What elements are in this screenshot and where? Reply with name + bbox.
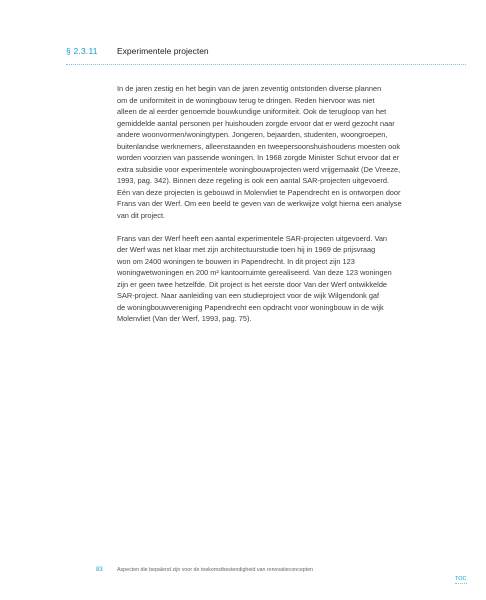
toc-link[interactable]: TOC bbox=[455, 576, 467, 582]
body-text bbox=[117, 83, 469, 336]
paragraph: Frans van der Werf heeft een aantal experimentele SAR-projecten uitgevoerd. Van der Werf was net klaar met zijn architectuurstudie toen hij in 1969 de prijsvraag won om 2400 woningen te bouwen in Papendrecht. In dit project zijn 123 woningwetwoningen en 200 m² kantoorruimte gerealiseerd. Van deze 123 woningen zijn er geen twee hetzelfde. Dit project is het eerste door Van der Werf ontwikkelde SAR-project. Naar aanleiding van een studieproject voor de wijk Wilgendonk gaf de woningbouwvereniging Papendrecht een opdracht voor woningbouw in de wijk Molenvliet (Van der Werf, 1993, pag. 75). bbox=[117, 233, 392, 323]
paragraph: In de jaren zestig en het begin van de jaren zeventig ontstonden diverse plannen om de uniformiteit in de woningbouw terug te dringen. Reden hiervoor was niet alleen de al eerder genoemde bouwkundige uniformiteit. Ook de terugloop van het gemiddelde aantal personen per huishouden zorgde ervoor dat er werd gezocht naar andere woonvormen/woningtypen. Jongeren, bejaarden, studenten, woongroepen, buitenlandse werknemers, alleenstaanden en tweepersoonshuishoudens moesten ook worden voorzien van passende woningen. In 1968 zorgde Minister Schut ervoor dat er extra subsidie voor experimentele woningbouwprojecten werd vrijgemaakt (De Vreeze, 1993, pag. 342). Binnen deze regeling is ook een aantal SAR-projecten uitgevoerd. Eén van deze projecten is gebouwd in Molenvliet te Papendrecht en is ontworpen door Frans van der Werf. Om een beeld te geven van de werkwijze volgt hierna een analyse van dit project. bbox=[117, 84, 402, 220]
page-number: 83 bbox=[96, 567, 103, 573]
section-number: § 2.3.11 bbox=[66, 46, 98, 56]
running-footer-title: Aspecten die bepalend zijn voor de toekomstbestendigheid van renovatieconcepten bbox=[117, 567, 314, 573]
section-title: Experimentele projecten bbox=[117, 46, 209, 56]
section-heading bbox=[66, 46, 466, 65]
